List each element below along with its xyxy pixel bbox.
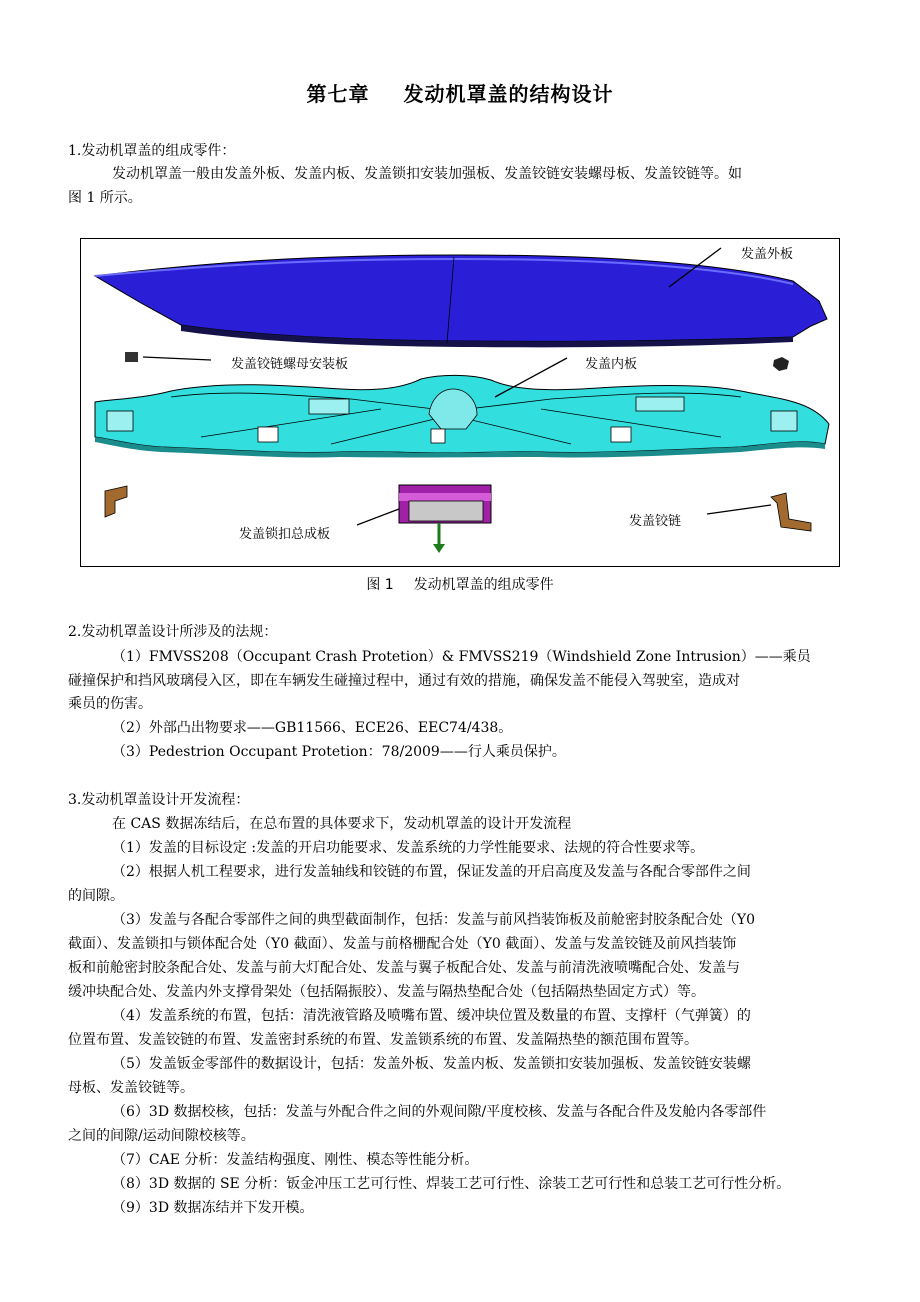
section-2-line: 乘员的伤害。 (68, 696, 152, 712)
section-3-item: （5）发盖钣金零部件的数据设计，包括：发盖外板、发盖内板、发盖锁扣安装加强板、发盖铰链安装螺 (112, 1056, 751, 1072)
label-inner-panel: 发盖内板 (585, 357, 638, 372)
label-hinge: 发盖铰链 (629, 514, 682, 529)
section-2-heading: 2.发动机罩盖设计所涉及的法规： (68, 624, 278, 640)
section-2-line: （2）外部凸出物要求——GB11566、ECE26、EEC74/438。 (112, 720, 513, 736)
label-hinge-nut-plate: 发盖铰链螺母安装板 (231, 357, 349, 372)
chapter-number: 第七章 (306, 82, 370, 106)
hinge-right (771, 493, 811, 531)
section-2-line: （1）FMVSS208（Occupant Crash Protetion）& FMVSS219（Windshield Zone Intrusion）——乘员 (112, 649, 811, 665)
section-3-item: 板和前舱密封胶条配合处、发盖与前大灯配合处、发盖与翼子板配合处、发盖与前清洗液喷嘴配合处、发盖与 (68, 960, 740, 976)
section-3-item: （1）发盖的目标设定 :发盖的开启功能要求、发盖系统的力学性能要求、法规的符合性要求等。 (112, 840, 705, 856)
section-2-line: 碰撞保护和挡风玻璃侵入区，即在车辆发生碰撞过程中，通过有效的措施，确保发盖不能侵入驾驶室，造成对 (68, 673, 740, 689)
chapter-name: 发动机罩盖的结构设计 (403, 82, 614, 106)
section-3-heading: 3.发动机罩盖设计开发流程： (68, 792, 250, 808)
section-3-item: 母板、发盖铰链等。 (68, 1080, 194, 1096)
section-1-paragraph-line: 发动机罩盖一般由发盖外板、发盖内板、发盖锁扣安装加强板、发盖铰链安装螺母板、发盖铰链等。如 (112, 166, 742, 182)
section-3-intro: 在 CAS 数据冻结后，在总布置的具体要求下，发动机罩盖的设计开发流程 (112, 816, 572, 832)
section-1-paragraph-line: 图 1 所示。 (68, 190, 142, 206)
section-3-item: （9）3D 数据冻结并下发开模。 (112, 1200, 314, 1216)
section-3-item: （6）3D 数据校核，包括：发盖与外配合件之间的外观间隙/平度校核、发盖与各配合件及发舱内各零部件 (112, 1104, 767, 1120)
section-3-item: 的间隙。 (68, 888, 124, 904)
figure-caption-text: 发动机罩盖的组成零件 (413, 577, 554, 593)
page-title (0, 78, 920, 107)
section-3-item: 缓冲块配合处、发盖内外支撑骨架处（包括隔振胶）、发盖与隔热垫配合处（包括隔热垫固定方式）等。 (68, 984, 705, 1000)
label-latch-assembly: 发盖锁扣总成板 (239, 527, 331, 542)
section-3-item: （4）发盖系统的布置，包括：清洗液管路及喷嘴布置、缓冲块位置及数量的布置、支撑杆（气弹簧）的 (112, 1008, 751, 1024)
figure-caption (0, 574, 920, 594)
figure-caption-number: 图 1 (366, 577, 394, 593)
bumper-part (773, 357, 789, 371)
latch-assembly (399, 485, 491, 553)
section-3-item: （8）3D 数据的 SE 分析：钣金冲压工艺可行性、焊装工艺可行性、涂装工艺可行性和总装工艺可行性分析。 (112, 1176, 791, 1192)
hinge-nut-plate (125, 352, 138, 362)
hood-inner-panel (95, 375, 829, 457)
hood-exploded-view-drawing (81, 239, 841, 568)
hinge-left (105, 486, 127, 517)
section-2-line: （3）Pedestrion Occupant Protetion：78/2009——行人乘员保护。 (112, 744, 566, 760)
section-3-item: （3）发盖与各配合零部件之间的典型截面制作，包括：发盖与前风挡装饰板及前舱密封胶条配合处（Y0 (112, 912, 756, 928)
figure-hood-components (80, 238, 840, 567)
section-3-item: （2）根据人机工程要求，进行发盖轴线和铰链的布置，保证发盖的开启高度及发盖与各配合零部件之间 (112, 864, 751, 880)
section-3-item: （7）CAE 分析：发盖结构强度、刚性、模态等性能分析。 (112, 1152, 479, 1168)
section-3-item: 截面）、发盖锁扣与锁体配合处（Y0 截面）、发盖与前格栅配合处（Y0 截面）、发盖与发盖铰链及前风挡装饰 (68, 936, 737, 952)
section-1-heading: 1.发动机罩盖的组成零件： (68, 143, 236, 159)
section-3-item: 之间的间隙/运动间隙校核等。 (68, 1128, 255, 1144)
section-3-item: 位置布置、发盖铰链的布置、发盖密封系统的布置、发盖锁系统的布置、发盖隔热垫的额范围布置等。 (68, 1032, 698, 1048)
label-outer-panel: 发盖外板 (741, 247, 794, 262)
hood-outer-panel (95, 255, 827, 347)
